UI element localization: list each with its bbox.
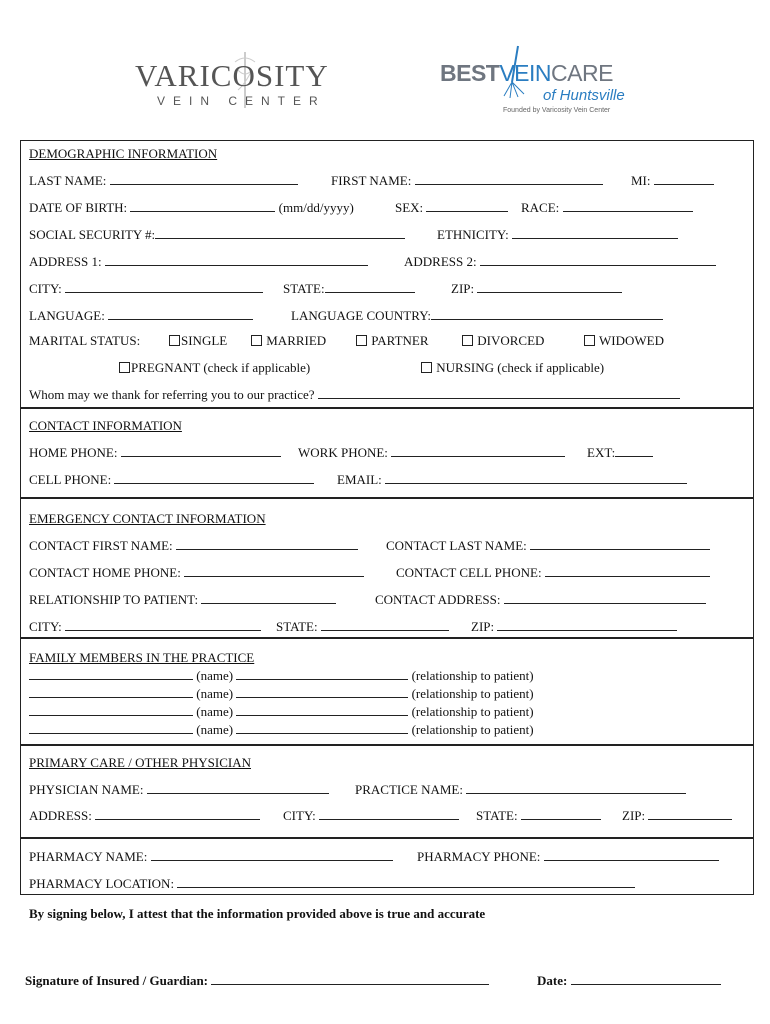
physician-address-field[interactable]: ADDRESS: xyxy=(29,808,260,824)
pharmacy-section xyxy=(20,838,754,895)
family-heading: FAMILY MEMBERS IN THE PRACTICE xyxy=(29,650,255,665)
widowed-option[interactable]: WIDOWED xyxy=(584,333,664,349)
practice-name-field[interactable]: PRACTICE NAME: xyxy=(355,782,686,798)
varicosity-logo xyxy=(135,50,350,112)
founded-by-text: Founded by Varicosity Vein Center xyxy=(503,107,611,114)
varicosity-logo-text: VARICOSITY xyxy=(135,58,329,93)
family-section xyxy=(20,638,754,745)
family-member-row[interactable]: (name) (relationship to patient) xyxy=(29,686,534,702)
cell-phone-field[interactable]: CELL PHONE: xyxy=(29,472,314,488)
signature-field[interactable]: Signature of Insured / Guardian: xyxy=(25,973,489,989)
contact-heading: CONTACT INFORMATION xyxy=(29,418,182,433)
marital-status-label: MARITAL STATUS: xyxy=(29,333,141,348)
physician-section xyxy=(20,745,754,838)
last-name-field[interactable]: LAST NAME: xyxy=(29,173,298,189)
family-member-row[interactable]: (name) (relationship to patient) xyxy=(29,722,534,738)
ssn-field[interactable]: SOCIAL SECURITY #: xyxy=(29,227,405,243)
contact-state-field[interactable]: STATE: xyxy=(276,619,449,635)
nursing-checkbox[interactable] xyxy=(421,362,432,373)
dob-field[interactable]: DATE OF BIRTH: (mm/dd/yyyy) xyxy=(29,200,354,215)
pregnant-checkbox[interactable] xyxy=(119,362,130,373)
relationship-field[interactable]: RELATIONSHIP TO PATIENT: xyxy=(29,592,336,608)
email-field[interactable]: EMAIL: xyxy=(337,472,687,488)
nursing-option[interactable]: NURSING (check if applicable) xyxy=(421,360,604,376)
partner-option[interactable]: PARTNER xyxy=(356,333,429,349)
divorced-checkbox[interactable] xyxy=(462,335,473,346)
date-field[interactable]: Date: xyxy=(537,973,721,989)
vein-center-logo-text: VEIN CENTER xyxy=(157,94,326,108)
demographic-heading: DEMOGRAPHIC INFORMATION xyxy=(29,146,218,161)
vein-icon xyxy=(498,42,538,102)
city-field[interactable]: CITY: xyxy=(29,281,263,297)
pharmacy-location-field[interactable]: PHARMACY LOCATION: xyxy=(29,876,635,892)
ext-field[interactable]: EXT: xyxy=(587,445,653,461)
contact-last-name-field[interactable]: CONTACT LAST NAME: xyxy=(386,538,710,554)
first-name-field[interactable]: FIRST NAME: xyxy=(331,173,603,189)
work-phone-field[interactable]: WORK PHONE: xyxy=(298,445,565,461)
contact-first-name-field[interactable]: CONTACT FIRST NAME: xyxy=(29,538,358,554)
contact-zip-field[interactable]: ZIP: xyxy=(471,619,677,635)
contact-address-field[interactable]: CONTACT ADDRESS: xyxy=(375,592,706,608)
address1-field[interactable]: ADDRESS 1: xyxy=(29,254,368,270)
family-member-row[interactable]: (name) (relationship to patient) xyxy=(29,704,534,720)
family-member-row[interactable]: (name) (relationship to patient) xyxy=(29,668,534,684)
physician-zip-field[interactable]: ZIP: xyxy=(622,808,732,824)
language-field[interactable]: LANGUAGE: xyxy=(29,308,253,324)
married-option[interactable]: MARRIED xyxy=(251,333,326,349)
physician-state-field[interactable]: STATE: xyxy=(476,808,601,824)
race-field[interactable]: RACE: xyxy=(521,200,693,216)
married-checkbox[interactable] xyxy=(251,335,262,346)
physician-city-field[interactable]: CITY: xyxy=(283,808,459,824)
partner-checkbox[interactable] xyxy=(356,335,367,346)
state-field[interactable]: STATE: xyxy=(283,281,415,297)
pharmacy-name-field[interactable]: PHARMACY NAME: xyxy=(29,849,393,865)
language-country-field[interactable]: LANGUAGE COUNTRY: xyxy=(291,308,663,324)
contact-city-field[interactable]: CITY: xyxy=(29,619,261,635)
physician-heading: PRIMARY CARE / OTHER PHYSICIAN xyxy=(29,755,251,770)
contact-home-phone-field[interactable]: CONTACT HOME PHONE: xyxy=(29,565,364,581)
attestation-text: By signing below, I attest that the information provided above is true and accurate xyxy=(29,906,486,921)
emergency-heading: EMERGENCY CONTACT INFORMATION xyxy=(29,511,266,526)
ethnicity-field[interactable]: ETHNICITY: xyxy=(437,227,678,243)
address2-field[interactable]: ADDRESS 2: xyxy=(404,254,716,270)
contact-cell-phone-field[interactable]: CONTACT CELL PHONE: xyxy=(396,565,710,581)
referral-field[interactable]: Whom may we thank for referring you to our practice? xyxy=(29,387,680,403)
mi-field[interactable]: MI: xyxy=(631,173,714,189)
huntsville-text: of Huntsville xyxy=(543,87,625,104)
pharmacy-phone-field[interactable]: PHARMACY PHONE: xyxy=(417,849,719,865)
contact-section xyxy=(20,408,754,498)
emergency-section xyxy=(20,498,754,638)
bestveincare-logo xyxy=(440,42,650,117)
single-checkbox[interactable] xyxy=(169,335,180,346)
zip-field[interactable]: ZIP: xyxy=(451,281,622,297)
single-option[interactable]: SINGLE xyxy=(169,333,227,349)
sex-field[interactable]: SEX: xyxy=(395,200,508,216)
bestveincare-brand-text: BESTVEINCARE xyxy=(440,60,613,86)
demographic-section xyxy=(20,140,754,408)
home-phone-field[interactable]: HOME PHONE: xyxy=(29,445,281,461)
divorced-option[interactable]: DIVORCED xyxy=(462,333,544,349)
physician-name-field[interactable]: PHYSICIAN NAME: xyxy=(29,782,329,798)
pregnant-option[interactable]: PREGNANT (check if applicable) xyxy=(119,360,310,376)
widowed-checkbox[interactable] xyxy=(584,335,595,346)
